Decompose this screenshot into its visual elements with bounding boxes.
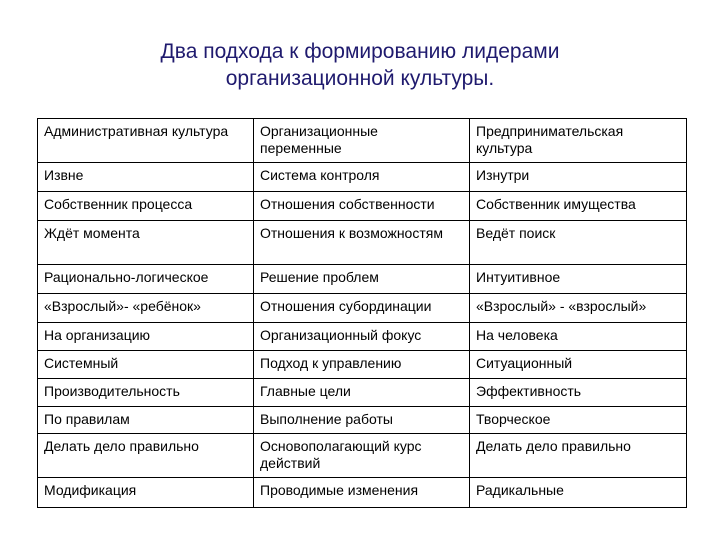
table-cell-left: На организацию — [38, 323, 254, 351]
table-cell-middle: Главные цели — [254, 379, 470, 407]
table-cell-middle: Отношения собственности — [254, 192, 470, 221]
table-cell-middle: Проводимые изменения — [254, 478, 470, 508]
table-cell-middle: Основополагающий курс действий — [254, 434, 470, 478]
table-cell-left: Делать дело правильно — [38, 434, 254, 478]
table-row — [38, 192, 687, 221]
table-cell-right: Ситуационный — [470, 351, 687, 379]
page-title-line-2: организационной культуры. — [225, 67, 495, 90]
table-cell-left: Модификация — [38, 478, 254, 508]
comparison-table-body — [38, 119, 687, 508]
table-cell-middle: Система контроля — [254, 163, 470, 192]
table-cell-right: Радикальные — [470, 478, 687, 508]
table-row — [38, 323, 687, 351]
comparison-table — [37, 118, 687, 508]
page-title-line-1: Два подхода к формированию лидерами — [160, 40, 560, 63]
table-cell-left: По правилам — [38, 407, 254, 434]
table-cell-left: Ждёт момента — [38, 221, 254, 265]
table-cell-middle: Отношения к возможностям — [254, 221, 470, 265]
table-cell-left: «Взрослый»- «ребёнок» — [38, 294, 254, 323]
table-row — [38, 265, 687, 294]
table-cell-right: На человека — [470, 323, 687, 351]
table-cell-left: Собственник процесса — [38, 192, 254, 221]
table-cell-middle: Решение проблем — [254, 265, 470, 294]
table-cell-right: Изнутри — [470, 163, 687, 192]
table-cell-left: Извне — [38, 163, 254, 192]
table-cell-middle: Выполнение работы — [254, 407, 470, 434]
table-row — [38, 294, 687, 323]
page-title — [0, 38, 720, 92]
table-row — [38, 221, 687, 265]
table-cell-left: Административная культура — [38, 119, 254, 163]
table-cell-right: Ведёт поиск — [470, 221, 687, 265]
table-cell-right: Собственник имущества — [470, 192, 687, 221]
table-row — [38, 478, 687, 508]
table-cell-right: Предпринимательская культура — [470, 119, 687, 163]
table-cell-middle: Организационный фокус — [254, 323, 470, 351]
table-row — [38, 379, 687, 407]
table-row — [38, 163, 687, 192]
table-cell-left: Рационально-логическое — [38, 265, 254, 294]
table-row — [38, 434, 687, 478]
table-row — [38, 407, 687, 434]
table-row — [38, 351, 687, 379]
table-cell-middle: Отношения субординации — [254, 294, 470, 323]
table-cell-right: Интуитивное — [470, 265, 687, 294]
table-cell-right: Эффективность — [470, 379, 687, 407]
table-cell-left: Производительность — [38, 379, 254, 407]
table-cell-left: Системный — [38, 351, 254, 379]
table-cell-right: Делать дело правильно — [470, 434, 687, 478]
table-header-row — [38, 119, 687, 163]
table-cell-middle: Организационные переменные — [254, 119, 470, 163]
table-cell-middle: Подход к управлению — [254, 351, 470, 379]
table-cell-right: «Взрослый» - «взрослый» — [470, 294, 687, 323]
table-cell-right: Творческое — [470, 407, 687, 434]
